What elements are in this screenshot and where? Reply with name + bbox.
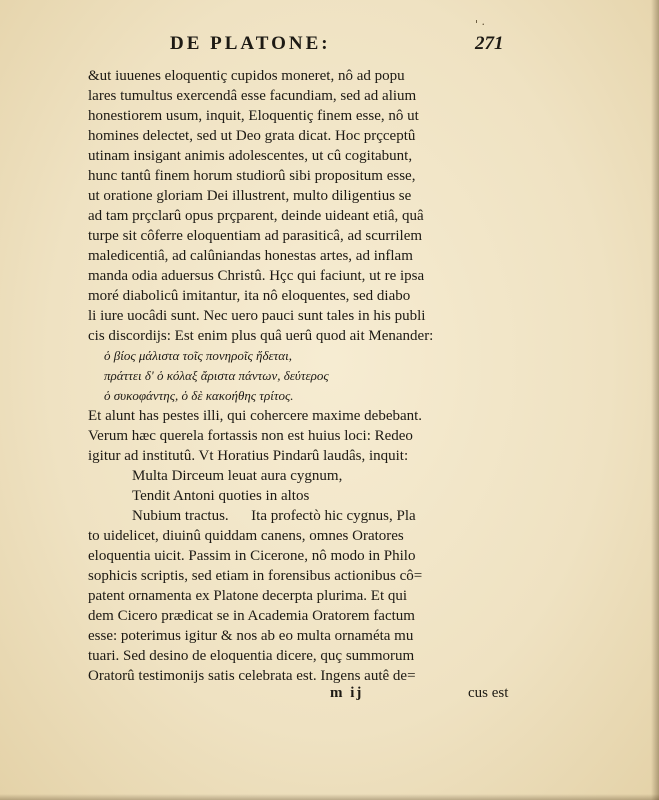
text-line: tuari. Sed desino de eloquentia dicere, quç summorum (88, 648, 415, 664)
text-line: ad tam prçclarû opus prçparent, deinde uideant etiâ, quâ (88, 208, 424, 224)
greek-quote-line: ὁ συκοφάντης, ὁ δὲ κακοήθης τρίτος. (104, 388, 294, 403)
signature-mark: m ij (330, 685, 364, 701)
text-line: homines delectet, sed ut Deo grata dicat. Hoc prçceptû (88, 128, 416, 144)
text-line: hunc tantû finem horum studiorû sibi propositum esse, (88, 168, 416, 184)
text-line: igitur ad institutû. Vt Horatius Pindarû laudâs, inquit: (88, 448, 409, 464)
text-line: Nubium tractus. Ita profectò hic cygnus, Pla (132, 508, 416, 524)
text-line: Oratorû testimonijs satis celebrata est. Ingens autê de= (88, 668, 416, 684)
text-line: Verum hæc querela fortassis non est huius loci: Redeo (88, 428, 413, 444)
text-line: &ut iuuenes eloquentiç cupidos moneret, nô ad popu (88, 68, 405, 84)
greek-quote-line: πράττει δ' ὁ κόλαξ ἄριστα πάντων, δεύτερος (104, 368, 329, 383)
text-line: to uidelicet, diuinû quiddam canens, omnes Oratores (88, 528, 404, 544)
text-line: cis discordijs: Est enim plus quâ uerû quod ait Menander: (88, 328, 434, 344)
catchword: cus est (468, 685, 509, 701)
page-bottom-shadow (0, 794, 659, 800)
text-line: li iure uocâdi sunt. Nec uero pauci sunt tales in his publi (88, 308, 426, 324)
text-line: ut oratione gloriam Dei illustrent, multo diligentius se (88, 188, 412, 204)
text-line: moré diabolicû imitantur, ita nô eloquentes, sed diabo (88, 288, 411, 304)
running-header (170, 33, 520, 63)
text-line: lares tumultus exercendâ esse facundiam, sed ad alium (88, 88, 417, 104)
text-line: honestiorem usum, inquit, Eloquentiç finem esse, nô ut (88, 108, 419, 124)
text-line: Et alunt has pestes illi, qui cohercere maxime debebant. (88, 408, 423, 424)
verse-line: Tendit Antoni quoties in altos (132, 488, 310, 504)
text-line: dem Cicero prædicat se in Academia Oratorem factum (88, 608, 415, 624)
corner-marks: ' · (475, 18, 486, 31)
text-line: manda odia aduersus Christû. Hçc qui faciunt, ut re ipsa (88, 268, 425, 284)
verse-line: Multa Dirceum leuat aura cygnum, (132, 468, 343, 484)
text-line: esse: poterimus igitur & nos ab eo multa ornaméta mu (88, 628, 414, 644)
page-edge-shadow (651, 0, 659, 800)
running-title: DE PLATONE: (170, 33, 331, 54)
text-line: utinam insigant animis adolescentes, ut cû cogitabunt, (88, 148, 413, 164)
page-footer (300, 685, 530, 707)
greek-quote-line: ὁ βίος μάλιστα τοῖς πονηροῖς ἥδεται, (104, 348, 292, 363)
text-line: sophicis scriptis, sed etiam in forensibus actionibus cô= (88, 568, 423, 584)
text-line: patent ornamenta ex Platone decerpta plurima. Et qui (88, 588, 408, 604)
text-line: turpe sit côferre eloquentiam ad parasiticâ, ad scurrilem (88, 228, 423, 244)
text-block (88, 66, 528, 686)
page-number: 271 (475, 33, 504, 54)
text-line: eloquentia uicit. Passim in Cicerone, nô modo in Philo (88, 548, 416, 564)
text-line: maledicentiâ, ad calûniandas honestas artes, ad inflam (88, 248, 413, 264)
